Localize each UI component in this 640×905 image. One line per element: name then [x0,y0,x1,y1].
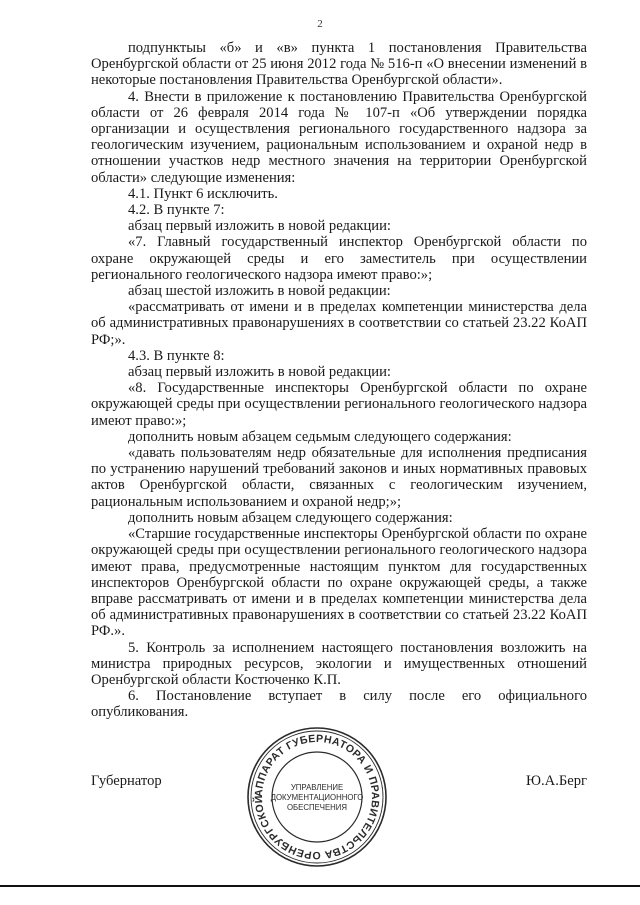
paragraph: «7. Главный государственный инспектор Оренбургской области по охране окружающей среды и его заместитель при осуществлении регионального геологического надзора имеют право:»; [91,234,587,283]
paragraph: дополнить новым абзацем следующего содержания: [128,509,453,526]
paragraph: «8. Государственные инспекторы Оренбургской области по охране окружающей среды при осуществлении регионального геологического надзора имеют право:»; [91,380,587,429]
paragraph: 5. Контроль за исполнением настоящего постановления возложить на министра природных ресурсов, экологии и имущественных отношений Оренбургской области Костюченко К.П. [91,639,587,688]
official-stamp [240,716,389,869]
signatory-title: Губернатор [91,773,162,789]
paragraph: дополнить новым абзацем седьмым следующего содержания: [128,428,512,445]
paragraph: 4.1. Пункт 6 исключить. [128,185,278,202]
page-bottom-rule [0,885,640,887]
paragraph: 4.3. В пункте 8: [128,347,225,364]
stamp-center-line-3: ОБЕСПЕЧЕНИЯ [286,803,348,812]
stamp-ring-text: АППАРАТ ГУБЕРНАТОРА И ПРАВИТЕЛЬСТВА ОРЕНБУРГСКОЙ ОБЛАСТИ [240,716,382,862]
paragraph: 6. Постановление вступает в силу после его официального опубликования. [91,688,587,721]
page-number: 2 [317,18,323,30]
paragraph: абзац первый изложить в новой редакции: [128,364,391,381]
signatory-name: Ю.А.Берг [526,773,587,789]
paragraph: 4.2. В пункте 7: [128,202,225,219]
document-body [91,40,587,721]
paragraph: 4. Внести в приложение к постановлению Правительства Оренбургской области от 26 февраля 2014 года № 107-п «Об утверждении порядка организации и осуществления регионального государственного надзора за геологическим изучением, рациональным использованием и охраной недр в отношении участков недр местного значения на территории Оренбургской области» следующие изменения: [91,88,587,186]
paragraph: «Старшие государственные инспекторы Оренбургской области по охране окружающей среды при осуществлении регионального геологического надзора имеют права, предусмотренные настоящим пунктом для государственных инспекторов Оренбургской области по охране окружающей среды, а также вправе рассматривать от имени и в пределах компетенции министерства дела об административных правонарушениях в соответствии со статьей 23.22 КоАП РФ.». [91,526,587,640]
stamp-center-line-1: УПРАВЛЕНИЕ [290,783,344,792]
stamp-center-line-2: ДОКУМЕНТАЦИОННОГО [270,793,364,802]
paragraph: «рассматривать от имени и в пределах компетенции министерства дела об административных правонарушениях в соответствии со статьей 23.22 КоАП РФ;». [91,299,587,348]
paragraph: абзац первый изложить в новой редакции: [128,218,391,235]
paragraph: «давать пользователям недр обязательные для исполнения предписания по устранению нарушений требований законов и иных нормативных правовых актов Оренбургской области, связанных с геологическим изучением, рациональным использованием и охраной недр;»; [91,445,587,510]
stamp-graphic [240,716,389,869]
paragraph: абзац шестой изложить в новой редакции: [128,283,391,300]
paragraph: подпунктыы «б» и «в» пункта 1 постановления Правительства Оренбургской области от 25 июня 2012 года № 516-п «О внесении изменений в некоторые постановления Правительства Оренбургской области». [91,40,587,89]
